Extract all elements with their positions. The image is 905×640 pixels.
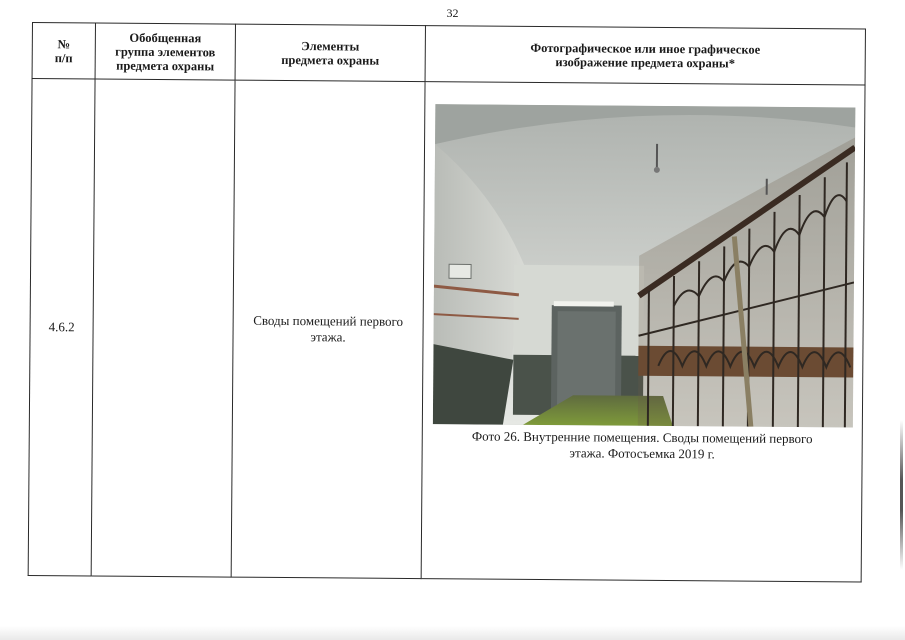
scan-edge-shadow — [900, 420, 903, 570]
header-photo: Фотографическое или иное графическое изображение предмета охраны* — [425, 26, 865, 85]
header-num: № п/п — [32, 23, 95, 79]
row-group — [91, 79, 235, 577]
row-photo-cell — [421, 82, 865, 582]
row-elements: Своды помещений первого этажа. — [231, 80, 425, 578]
header-group: Обобщенная группа элементов предмета охраны — [95, 23, 235, 80]
page-number: 32 — [446, 6, 459, 20]
table-row — [28, 79, 865, 583]
photo-caption: Фото 26. Внутренние помещения. Своды помещений первого этажа. Фотосъемка 2019 г. — [471, 428, 813, 462]
header-elements: Элементы предмета охраны — [235, 24, 425, 81]
scan-bottom-shade — [0, 626, 905, 640]
table-header-row — [32, 23, 865, 86]
protection-subject-table — [28, 22, 866, 583]
row-number: 4.6.2 — [28, 79, 95, 576]
interior-vault-photo — [432, 104, 855, 427]
